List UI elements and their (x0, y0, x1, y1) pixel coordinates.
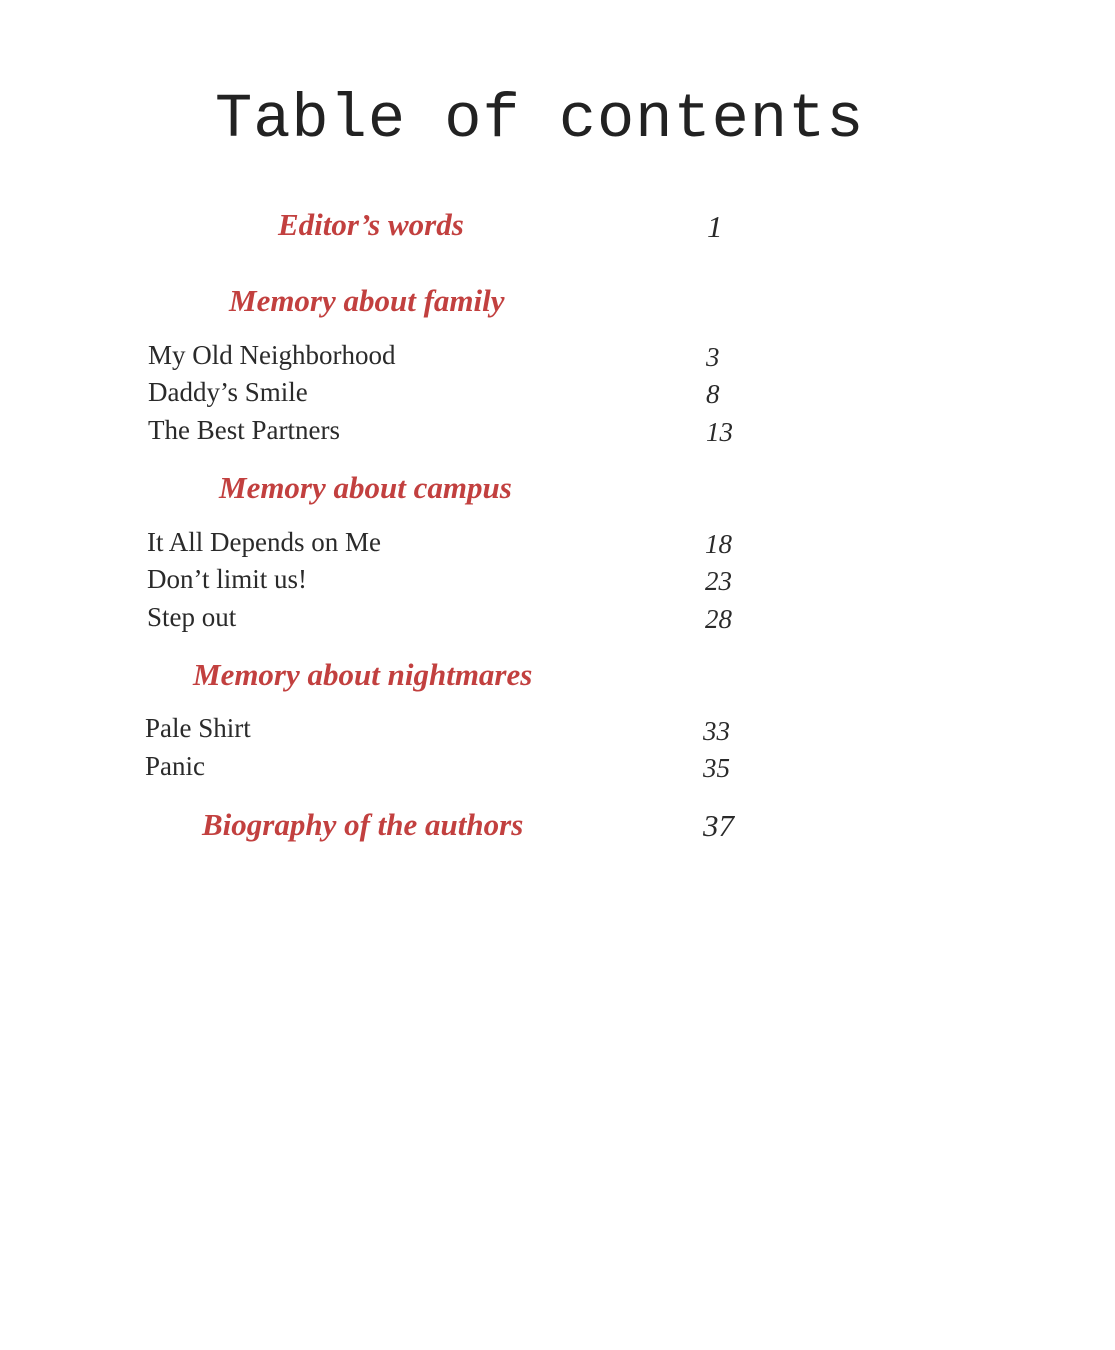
entry-page-number: 18 (705, 529, 732, 559)
editors-words-page-number: 1 (707, 209, 723, 244)
entry-title: Panic (145, 751, 205, 781)
entry-page-number: 35 (703, 753, 730, 783)
entry-page-number: 13 (706, 417, 733, 447)
entry-title: Pale Shirt (145, 713, 251, 743)
editors-words-heading: Editor’s words (278, 207, 464, 242)
biography-page-number: 37 (703, 808, 734, 843)
entry-title: Don’t limit us! (147, 564, 308, 594)
section-heading-nightmares: Memory about nightmares (193, 657, 533, 692)
entry-title: Step out (147, 602, 237, 632)
entry-page-number: 28 (705, 604, 732, 634)
page-title: Table of contents (215, 84, 865, 155)
entry-title: My Old Neighborhood (148, 340, 396, 370)
section-heading-family: Memory about family (229, 283, 505, 318)
entry-page-number: 8 (706, 379, 720, 409)
section-heading-campus: Memory about campus (219, 470, 512, 505)
entry-page-number: 3 (706, 342, 720, 372)
entry-title: The Best Partners (148, 415, 340, 445)
entry-page-number: 23 (705, 566, 732, 596)
biography-heading: Biography of the authors (202, 807, 524, 842)
entry-title: Daddy’s Smile (148, 377, 308, 407)
entry-page-number: 33 (703, 716, 730, 746)
entry-title: It All Depends on Me (147, 527, 381, 557)
